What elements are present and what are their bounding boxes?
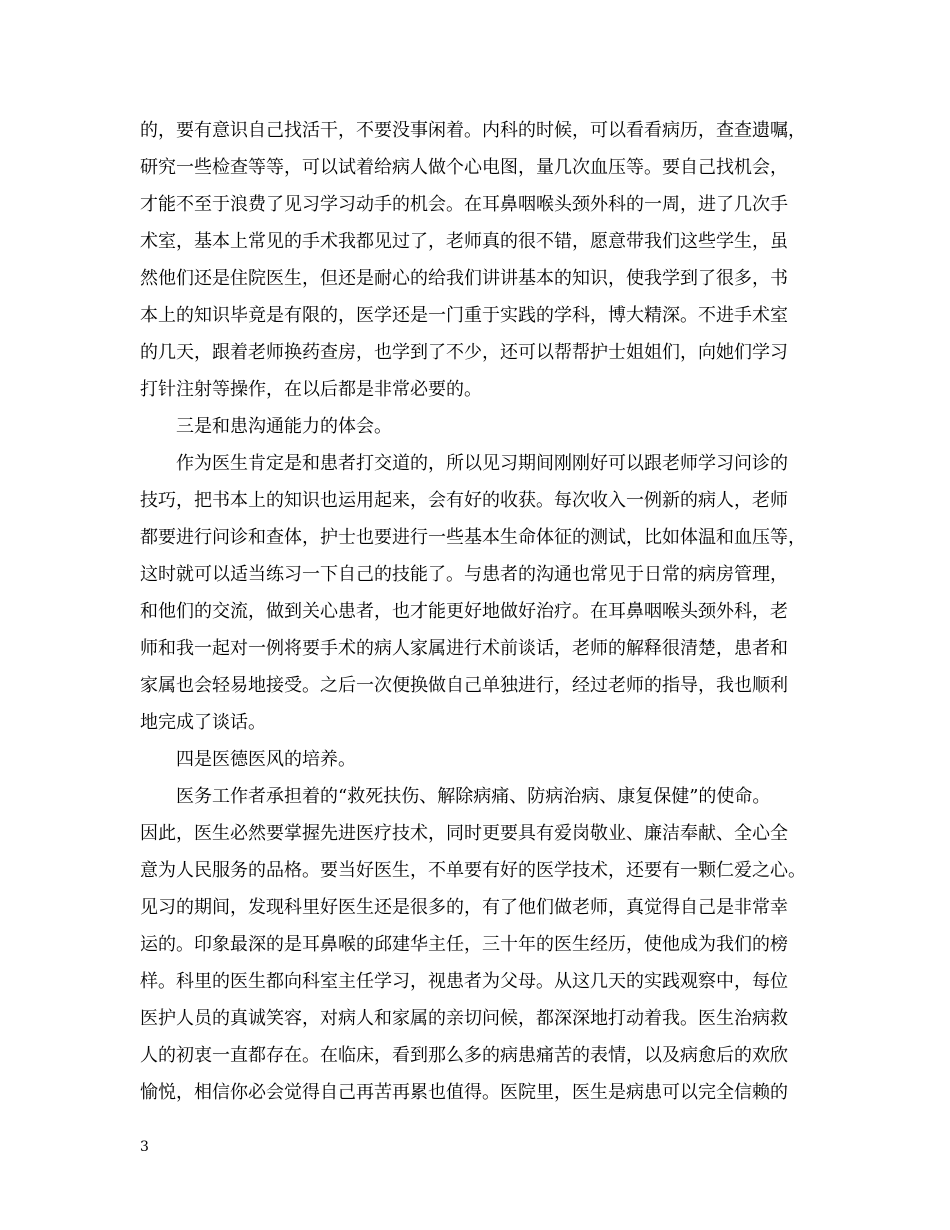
text-line: 愉悦，相信你必会觉得自己再苦再累也值得。医院里，医生是病患可以完全信赖的 <box>140 1082 788 1103</box>
text-line: 都要进行问诊和查体，护士也要进行一些基本生命体征的测试，比如体温和血压等， <box>140 527 806 548</box>
section-heading: 三是和患沟通能力的体会。 <box>176 416 392 437</box>
text-line: 这时就可以适当练习一下自己的技能了。与患者的沟通也常见于日常的病房管理， <box>140 564 788 585</box>
text-line: 医务工作者承担着的“救死扶伤、解除病痛、防病治病、康复保健”的使命。 <box>176 786 771 807</box>
section-heading: 四是医德医风的培养。 <box>176 749 356 770</box>
text-line: 地完成了谈话。 <box>140 712 266 733</box>
text-line: 医护人员的真诚笑容，对病人和家属的亲切问候，都深深地打动着我。医生治病救 <box>140 1008 788 1029</box>
text-line: 因此，医生必然要掌握先进医疗技术，同时更要具有爱岗敬业、廉洁奉献、全心全 <box>140 823 788 844</box>
text-line: 研究一些检查等等，可以试着给病人做个心电图，量几次血压等。要自己找机会， <box>140 157 788 178</box>
text-line: 样。科里的医生都向科室主任学习，视患者为父母。从这几天的实践观察中，每位 <box>140 971 788 992</box>
text-line: 本上的知识毕竟是有限的，医学还是一门重于实践的学科，博大精深。不进手术室 <box>140 305 788 326</box>
text-line: 的几天，跟着老师换药查房，也学到了不少，还可以帮帮护士姐姐们，向她们学习 <box>140 342 788 363</box>
text-line: 术室，基本上常见的手术我都见过了，老师真的很不错，愿意带我们这些学生，虽 <box>140 231 788 252</box>
page-number: 3 <box>140 1139 149 1155</box>
text-line: 意为人民服务的品格。要当好医生，不单要有好的医学技术，还要有一颗仁爱之心。 <box>140 860 806 881</box>
text-line: 打针注射等操作，在以后都是非常必要的。 <box>140 379 482 400</box>
text-line: 人的初衷一直都存在。在临床，看到那么多的病患痛苦的表情，以及病愈后的欢欣 <box>140 1045 788 1066</box>
text-line: 师和我一起对一例将要手术的病人家属进行术前谈话，老师的解释很清楚，患者和 <box>140 638 788 659</box>
text-line: 然他们还是住院医生，但还是耐心的给我们讲讲基本的知识，使我学到了很多，书 <box>140 268 788 289</box>
text-line: 和他们的交流，做到关心患者，也才能更好地做好治疗。在耳鼻咽喉头颈外科，老 <box>140 601 788 622</box>
text-line: 的，要有意识自己找活干，不要没事闲着。内科的时候，可以看看病历，查查遗嘱， <box>140 120 806 141</box>
text-line: 家属也会轻易地接受。之后一次便换做自己单独进行，经过老师的指导，我也顺利 <box>140 675 788 696</box>
text-line: 技巧，把书本上的知识也运用起来，会有好的收获。每次收入一例新的病人，老师 <box>140 490 788 511</box>
text-line: 才能不至于浪费了见习学习动手的机会。在耳鼻咽喉头颈外科的一周，进了几次手 <box>140 194 788 215</box>
text-line: 运的。印象最深的是耳鼻喉的邱建华主任，三十年的医生经历，使他成为我们的榜 <box>140 934 788 955</box>
text-line: 见习的期间，发现科里好医生还是很多的，有了他们做老师，真觉得自己是非常幸 <box>140 897 788 918</box>
text-line: 作为医生肯定是和患者打交道的，所以见习期间刚刚好可以跟老师学习问诊的 <box>176 453 788 474</box>
